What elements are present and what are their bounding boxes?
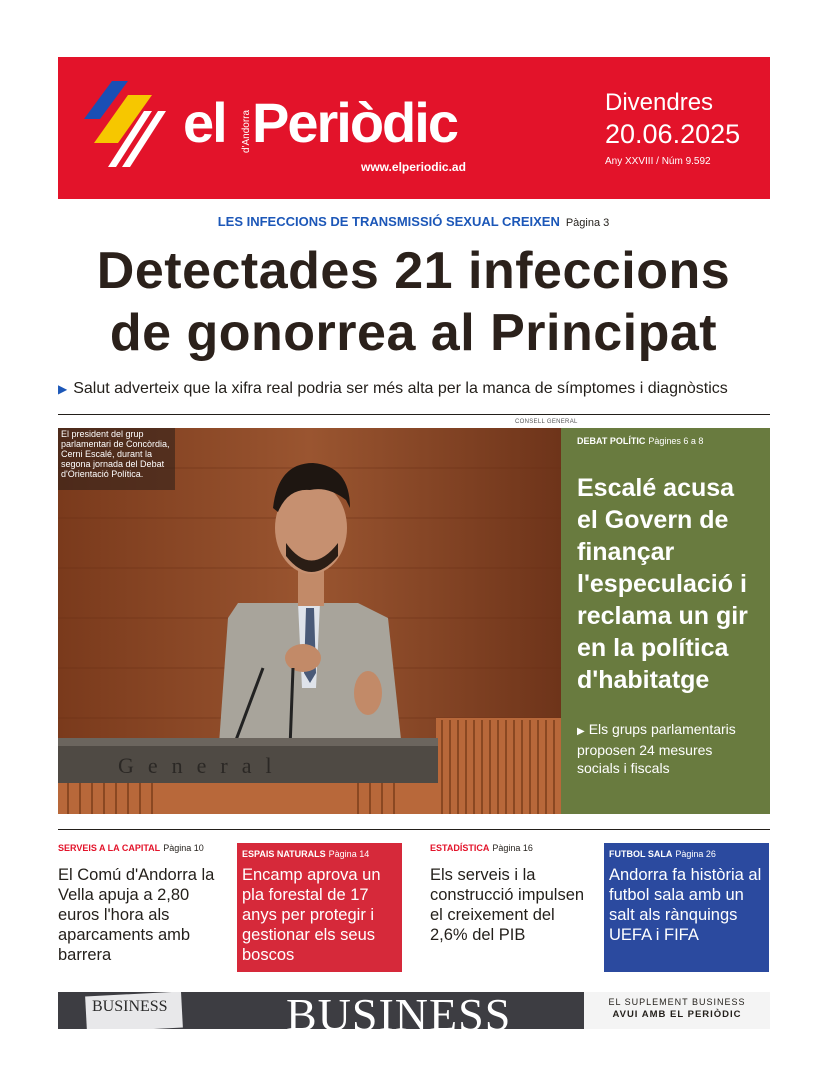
lead-headline[interactable] — [0, 240, 827, 364]
triangle-bullet-icon: ▶ — [577, 726, 585, 737]
story-card[interactable] — [58, 843, 223, 972]
andorra-flag-logo-icon — [84, 81, 174, 167]
lead-subhead — [58, 380, 770, 398]
feature-kicker-title: DEBAT POLÍTIC — [577, 436, 646, 446]
business-thumb-title: BUSINESS — [92, 998, 168, 1015]
story-kicker: FUTBOL SALA Pàgina 26 — [609, 849, 716, 859]
business-line-2: AVUI AMB EL PERIÒDIC — [612, 1009, 742, 1020]
story-card[interactable] — [604, 843, 769, 972]
story-card[interactable] — [430, 843, 595, 972]
issue-number: Any XXVIII / Núm 9.592 — [605, 156, 711, 167]
story-title: Els serveis i la construcció impulsen el creixement del 2,6% del PIB — [430, 866, 585, 944]
story-title: El Comú d'Andorra la Vella apuja a 2,80 euros l'hora als aparcaments amb barrera — [58, 866, 215, 964]
headline-line-2: de gonorrea al Principat — [109, 304, 718, 362]
logo-el: el — [183, 91, 226, 154]
photo-credit: CONSELL GENERAL — [515, 419, 578, 425]
feature-kicker — [577, 436, 756, 446]
divider — [58, 414, 770, 415]
lead-kicker[interactable] — [0, 214, 827, 229]
feature-kicker-page: Pàgines 6 a 8 — [648, 436, 704, 446]
masthead — [58, 57, 770, 199]
divider — [58, 829, 770, 830]
story-kicker: ESPAIS NATURALS Pàgina 14 — [242, 849, 370, 859]
website-link[interactable]: www.elperiodic.ad — [361, 160, 466, 174]
feature-panel[interactable] — [561, 428, 770, 814]
issue-day: Divendres — [605, 89, 714, 116]
story-title: Encamp aprova un pla forestal de 17 anys per protegir i gestionar els seus boscos — [242, 866, 381, 964]
feature-title: Escalé acusa el Govern de finançar l'especulació i reclama un gir en la política d'habitatge — [577, 474, 748, 694]
lead-photo[interactable] — [58, 428, 561, 814]
headline-line-1: Detectades 21 infeccions — [96, 242, 731, 300]
lead-kicker-title: LES INFECCIONS DE TRANSMISSIÓ SEXUAL CREIXEN — [217, 214, 560, 229]
logo-name: Periòdic — [252, 91, 457, 154]
business-promo — [584, 992, 770, 1029]
lectern-text: General — [118, 753, 286, 778]
feature-sub-text: Els grups parlamentaris proposen 24 mesures socials i fiscals — [577, 721, 736, 776]
logo-dandorra: d'Andorra — [241, 109, 252, 153]
story-kicker: SERVEIS A LA CAPITAL Pàgina 10 — [58, 843, 204, 853]
business-supplement-banner[interactable] — [58, 992, 770, 1029]
feature-sub — [577, 720, 756, 777]
triangle-bullet-icon: ▶ — [58, 382, 68, 396]
lead-subhead-text: Salut adverteix que la xifra real podria ser més alta per la manca de símptomes i diagnòstics — [73, 380, 728, 397]
issue-date: 20.06.2025 — [605, 119, 741, 149]
lead-kicker-page: Pàgina 3 — [565, 217, 610, 229]
story-kicker: ESTADÍSTICA Pàgina 16 — [430, 843, 533, 853]
business-line-1: EL SUPLEMENT BUSINESS — [608, 997, 746, 1007]
story-title: Andorra fa història al futbol sala amb un salt als rànquings UEFA i FIFA — [609, 866, 762, 944]
story-card[interactable] — [237, 843, 402, 972]
business-big-title: BUSINESS — [286, 992, 512, 1029]
photo-caption: El president del grup parlamentari de Concòrdia, Cerni Escalé, durant la segona jornada del Debat d'Orientació Política. — [58, 428, 175, 490]
